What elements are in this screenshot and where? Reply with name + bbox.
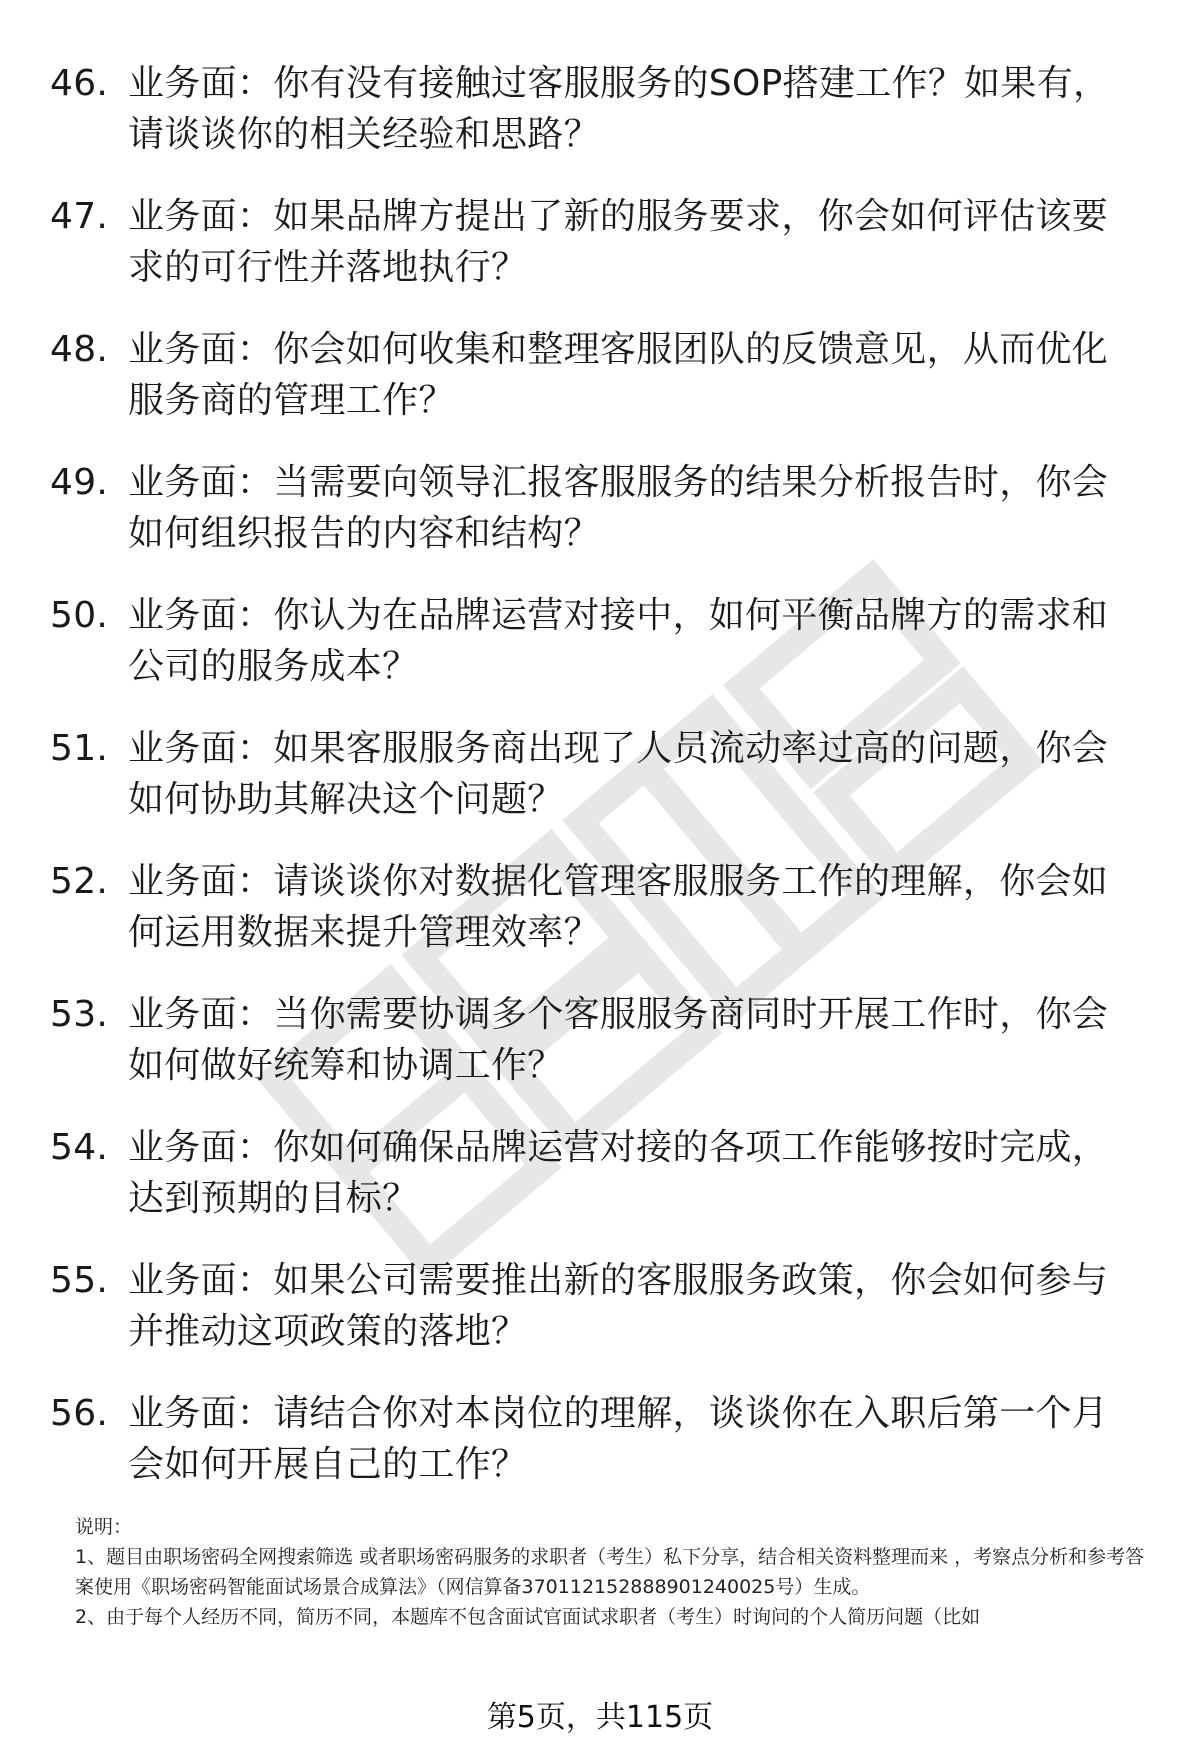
question-item (50, 590, 1150, 723)
page-number: 第5页，共115页 (486, 1700, 714, 1735)
notes-section (75, 1512, 1155, 1632)
question-item (50, 58, 1150, 191)
question-number: 51. (50, 728, 109, 769)
notes-item: 1、题目由职场密码全网搜索筛选 或者职场密码服务的求职者（考生）私下分享，结合相关资料整理而来 ，考察点分析和参考答案使用《职场密码智能面试场景合成算法》（网信算备370112152888901240025号）生成。 (75, 1546, 1145, 1598)
question-number: 49. (50, 462, 109, 503)
question-item (50, 989, 1150, 1122)
question-item (50, 457, 1150, 590)
question-number: 53. (50, 994, 109, 1035)
question-item (50, 1388, 1150, 1521)
question-item (50, 1122, 1150, 1255)
question-text: 业务面：当你需要协调多个客服服务商同时开展工作时，你会如何做好统筹和协调工作？ (128, 994, 1109, 1086)
question-number: 46. (50, 63, 109, 104)
question-text: 业务面：如果品牌方提出了新的服务要求，你会如何评估该要求的可行性并落地执行？ (128, 196, 1109, 288)
question-list (50, 58, 1150, 1521)
question-item (50, 324, 1150, 457)
question-text: 业务面：你如何确保品牌运营对接的各项工作能够按时完成，达到预期的目标？ (128, 1127, 1109, 1219)
question-text: 业务面：请结合你对本岗位的理解，谈谈你在入职后第一个月会如何开展自己的工作？ (128, 1393, 1109, 1485)
question-number: 54. (50, 1127, 109, 1168)
question-text: 业务面：当需要向领导汇报客服服务的结果分析报告时，你会如何组织报告的内容和结构？ (128, 462, 1109, 554)
question-item (50, 1255, 1150, 1388)
question-item (50, 856, 1150, 989)
question-item (50, 723, 1150, 856)
question-text: 业务面：请谈谈你对数据化管理客服服务工作的理解，你会如何运用数据来提升管理效率？ (128, 861, 1109, 953)
question-text: 业务面：你有没有接触过客服服务的SOP搭建工作？如果有，请谈谈你的相关经验和思路？ (128, 63, 1110, 155)
question-number: 55. (50, 1260, 109, 1301)
question-number: 56. (50, 1393, 109, 1434)
question-item (50, 191, 1150, 324)
question-number: 50. (50, 595, 109, 636)
question-text: 业务面：你认为在品牌运营对接中，如何平衡品牌方的需求和公司的服务成本？ (128, 595, 1109, 687)
question-text: 业务面：如果公司需要推出新的客服服务政策，你会如何参与并推动这项政策的落地？ (128, 1260, 1109, 1352)
notes-title: 说明： (75, 1516, 133, 1538)
question-number: 52. (50, 861, 109, 902)
question-text: 业务面：你会如何收集和整理客服团队的反馈意见，从而优化服务商的管理工作？ (128, 329, 1109, 421)
question-text: 业务面：如果客服服务商出现了人员流动率过高的问题，你会如何协助其解决这个问题？ (128, 728, 1109, 820)
question-number: 47. (50, 196, 109, 237)
question-number: 48. (50, 329, 109, 370)
notes-item: 2、由于每个人经历不同，简历不同，本题库不包含面试官面试求职者（考生）时询问的个人简历问题（比如 (75, 1606, 981, 1628)
